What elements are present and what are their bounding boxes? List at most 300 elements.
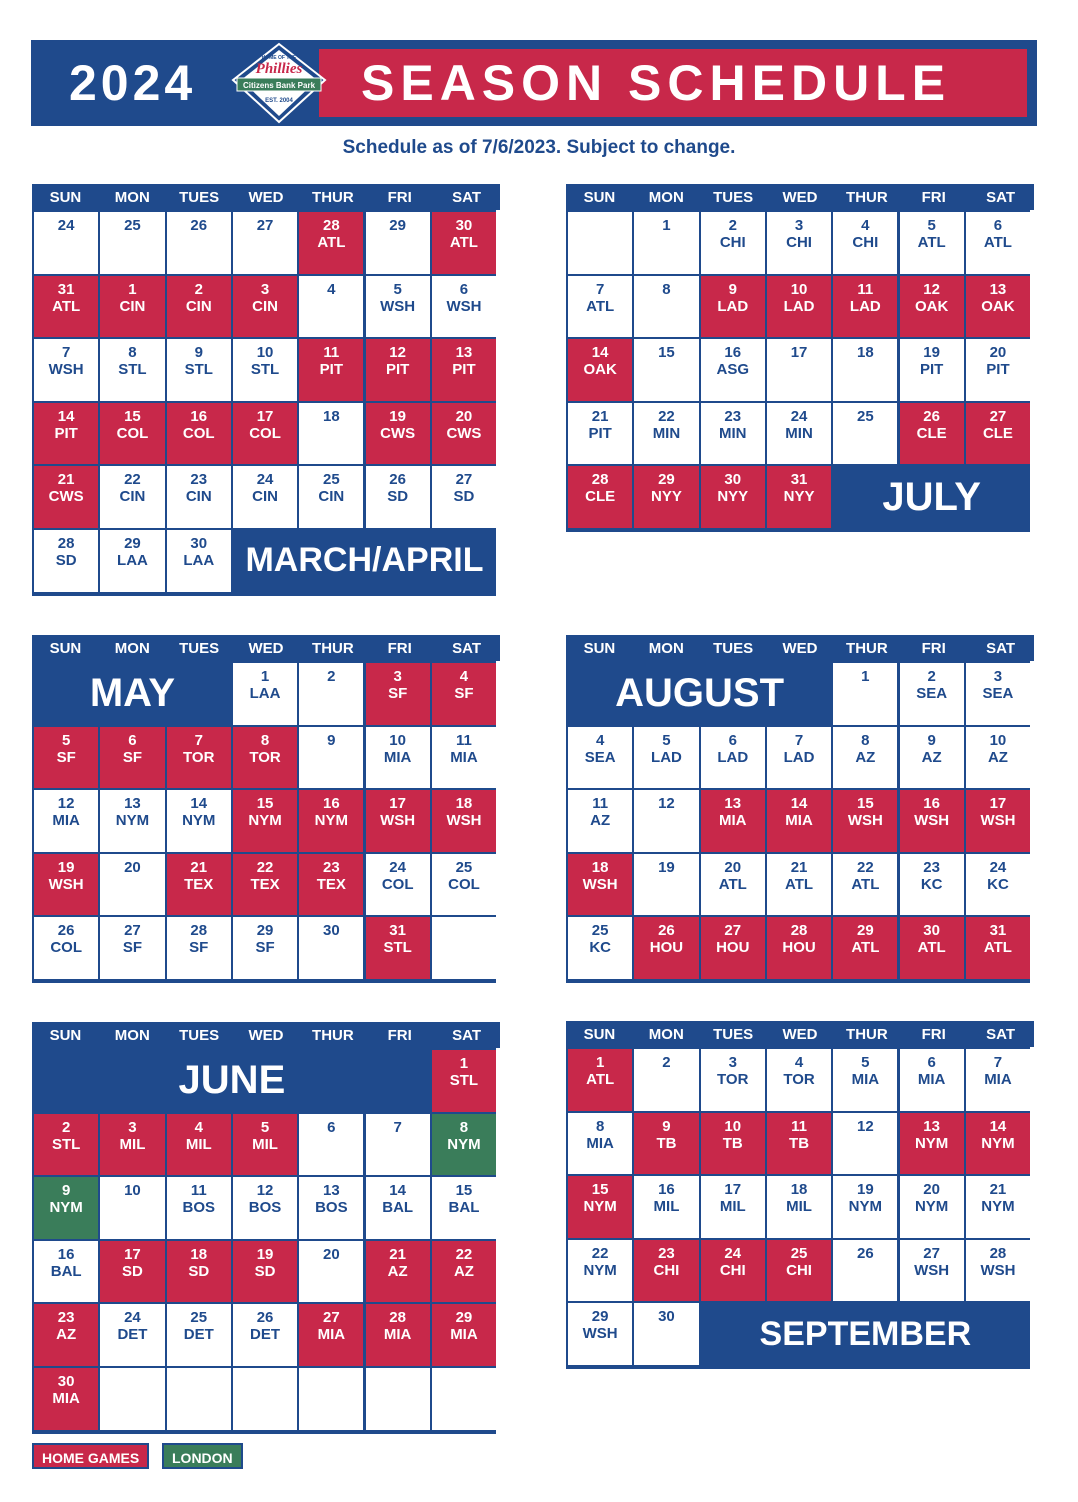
day-number: 12: [389, 344, 406, 362]
opponent: CLE: [585, 488, 616, 506]
day-cell: [900, 339, 964, 401]
opponent: CIN: [252, 297, 278, 315]
day-cell: [432, 1241, 496, 1303]
day-number: 23: [322, 858, 340, 876]
opponent: SD: [188, 1262, 210, 1280]
day-number: 25: [856, 407, 874, 425]
opponent: COL: [50, 939, 82, 957]
day-cell: [233, 727, 297, 789]
opponent: ATL: [917, 234, 946, 251]
opponent: ATL: [785, 875, 814, 893]
weekday-sat: SAT: [452, 640, 482, 657]
day-number: 2: [61, 1118, 71, 1136]
day-cell: [366, 917, 430, 979]
day-number: 9: [327, 731, 336, 749]
day-cell: [634, 1113, 698, 1175]
day-number: 14: [591, 344, 609, 362]
day-cell: [167, 530, 231, 592]
day-number: 28: [322, 217, 340, 234]
day-number: 28: [989, 1244, 1007, 1262]
day-number: 21: [57, 471, 75, 489]
day-number: 27: [124, 922, 141, 940]
opponent: NYM: [314, 812, 348, 830]
opponent: MIL: [719, 1198, 746, 1216]
schedule-subtitle: Schedule as of 7/6/2023. Subject to change.: [342, 137, 736, 158]
day-number: 20: [124, 858, 141, 876]
opponent: BAL: [382, 1199, 414, 1217]
opponent: SEA: [982, 685, 1014, 702]
opponent: STL: [118, 361, 147, 379]
opponent: LAD: [651, 748, 682, 766]
day-number: 17: [989, 795, 1007, 813]
opponent: MIL: [786, 1198, 812, 1216]
day-cell: [701, 854, 765, 916]
opponent: CHI: [719, 1261, 746, 1279]
opponent: LAD: [783, 297, 815, 315]
day-cell: [233, 466, 297, 528]
day-cell: [432, 917, 496, 979]
day-number: 9: [194, 344, 203, 362]
opponent: TEX: [250, 875, 280, 893]
day-cell: [568, 466, 632, 528]
day-cell: [299, 466, 363, 528]
opponent: TOR: [249, 748, 281, 766]
day-number: 12: [57, 795, 75, 813]
day-cell: [568, 1113, 632, 1175]
opponent: BAL: [50, 1262, 82, 1280]
day-cell: [900, 790, 964, 852]
day-number: 4: [194, 1118, 203, 1136]
opponent: CLE: [982, 424, 1013, 442]
month-label: SEPTEMBER: [759, 1314, 972, 1353]
phillies-logo: [229, 42, 329, 124]
day-number: 29: [256, 922, 274, 940]
opponent: OAK: [914, 297, 949, 315]
day-number: 9: [927, 731, 936, 749]
day-number: 19: [256, 1245, 274, 1263]
day-number: 3: [728, 1054, 737, 1071]
day-number: 15: [256, 795, 274, 813]
day-cell: [966, 917, 1030, 979]
day-number: 4: [861, 217, 870, 234]
opponent: WSH: [380, 297, 416, 315]
opponent: HOU: [782, 939, 816, 957]
opponent: MIA: [450, 1326, 478, 1344]
day-number: 3: [993, 668, 1003, 685]
opponent: HOU: [649, 939, 684, 957]
day-number: 18: [322, 407, 340, 425]
weekday-thur: THUR: [846, 640, 888, 657]
day-cell: [701, 790, 765, 852]
day-cell: [34, 1177, 98, 1239]
day-cell: [299, 1177, 363, 1239]
day-cell: [432, 663, 496, 725]
day-number: 8: [459, 1118, 469, 1136]
opponent: BAL: [448, 1199, 480, 1217]
day-cell: [299, 790, 363, 852]
opponent: MIN: [785, 424, 813, 442]
day-number: 1: [662, 217, 671, 234]
day-number: 11: [190, 1182, 207, 1200]
day-cell: [767, 403, 831, 465]
day-number: 29: [389, 217, 406, 234]
opponent: CHI: [786, 1261, 812, 1279]
day-number: 28: [591, 471, 609, 489]
opponent: ATL: [718, 875, 747, 893]
day-cell: [366, 1241, 430, 1303]
day-cell: [833, 917, 897, 979]
opponent: MIN: [718, 424, 747, 442]
day-cell: [767, 1176, 831, 1238]
day-number: 30: [724, 471, 742, 489]
day-cell: [634, 466, 698, 528]
day-number: 18: [190, 1245, 208, 1263]
opponent: AZ: [56, 1326, 77, 1344]
day-cell: [34, 854, 98, 916]
day-number: 26: [190, 217, 208, 234]
day-number: 19: [57, 858, 75, 876]
day-cell: [701, 917, 765, 979]
opponent: CIN: [318, 488, 345, 506]
day-number: 28: [790, 922, 808, 940]
opponent: NYY: [783, 488, 815, 506]
month-grid: [566, 1047, 1030, 1369]
day-cell: [366, 339, 430, 401]
opponent: NYM: [583, 1261, 617, 1279]
day-cell: [966, 339, 1030, 401]
weekday-sun: SUN: [49, 1027, 82, 1044]
opponent: WSH: [980, 812, 1016, 830]
day-number: 15: [124, 407, 141, 425]
month-grid: [32, 210, 496, 596]
day-number: 8: [595, 1117, 605, 1135]
day-cell: [833, 276, 897, 338]
day-number: 28: [57, 535, 75, 552]
opponent: MIA: [450, 748, 478, 766]
day-cell: [900, 663, 964, 725]
day-number: 25: [190, 1309, 208, 1327]
day-cell: [701, 727, 765, 789]
opponent: CIN: [252, 488, 278, 506]
day-number: 2: [728, 217, 737, 234]
day-number: 19: [923, 344, 940, 362]
day-cell: [366, 790, 430, 852]
day-number: 29: [856, 922, 874, 940]
calendar-march-april: [32, 184, 500, 596]
day-cell: [233, 1114, 297, 1176]
weekday-sun: SUN: [49, 640, 82, 657]
day-cell: [767, 727, 831, 789]
opponent: ASG: [716, 361, 749, 379]
day-number: 30: [923, 922, 940, 940]
month-label: AUGUST: [615, 671, 785, 716]
opponent: MIA: [52, 1390, 80, 1407]
opponent: SD: [387, 488, 409, 506]
opponent: AZ: [453, 1262, 474, 1280]
day-number: 12: [658, 795, 675, 813]
opponent: WSH: [914, 1261, 950, 1279]
day-number: 10: [790, 280, 808, 298]
day-number: 20: [989, 344, 1007, 362]
day-number: 8: [662, 280, 671, 298]
day-number: 9: [728, 280, 737, 298]
opponent: ATL: [52, 297, 81, 315]
day-cell: [767, 276, 831, 338]
day-cell: [767, 854, 831, 916]
opponent: WSH: [380, 812, 416, 830]
day-number: 3: [128, 1118, 137, 1136]
opponent: BOS: [248, 1199, 282, 1217]
day-number: 28: [190, 922, 208, 940]
day-number: 14: [57, 407, 75, 425]
day-cell: [167, 854, 231, 916]
opponent: CHI: [719, 234, 746, 251]
opponent: WSH: [48, 875, 84, 893]
day-number: 4: [595, 731, 605, 749]
day-number: 5: [861, 1054, 870, 1071]
day-number: 7: [194, 731, 203, 749]
day-cell: [299, 339, 363, 401]
day-number: 15: [591, 1181, 609, 1199]
opponent: SF: [56, 748, 76, 766]
opponent: KC: [987, 875, 1009, 893]
day-cell: [233, 1177, 297, 1239]
opponent: AZ: [921, 748, 942, 766]
day-cell: [100, 466, 164, 528]
header-banner: [31, 40, 1037, 126]
weekday-fri: FRI: [387, 189, 412, 206]
opponent: WSH: [446, 812, 482, 830]
day-cell: [167, 403, 231, 465]
day-cell: [568, 1049, 632, 1111]
month-label: MAY: [89, 671, 176, 716]
day-number: 18: [856, 344, 874, 362]
day-number: 29: [124, 535, 141, 552]
day-cell: [34, 212, 98, 274]
svg-text:Citizens Bank Park: Citizens Bank Park: [242, 81, 316, 90]
opponent: KC: [589, 939, 611, 957]
day-cell: [833, 663, 897, 725]
day-number: 7: [993, 1054, 1003, 1071]
month-label: JUNE: [178, 1058, 286, 1103]
day-cell: [701, 276, 765, 338]
day-number: 25: [591, 922, 609, 940]
day-cell: [167, 1368, 231, 1430]
day-cell: [432, 1177, 496, 1239]
day-number: 9: [61, 1182, 71, 1200]
day-number: 11: [857, 280, 874, 298]
day-cell: [833, 1176, 897, 1238]
opponent: MIA: [718, 812, 747, 830]
day-number: 24: [989, 858, 1007, 876]
opponent: MIA: [984, 1071, 1012, 1088]
day-cell: [366, 1114, 430, 1176]
day-cell: [432, 1304, 496, 1366]
day-cell: [701, 1049, 765, 1111]
opponent: ATL: [983, 234, 1012, 251]
day-number: 4: [459, 668, 469, 685]
day-number: 24: [790, 407, 808, 425]
weekday-fri: FRI: [921, 189, 946, 206]
day-number: 30: [455, 217, 473, 234]
opponent: MIA: [586, 1134, 614, 1152]
day-cell: [299, 212, 363, 274]
day-cell: [366, 1304, 430, 1366]
opponent: TB: [722, 1134, 743, 1152]
month-grid: [566, 210, 1030, 532]
day-number: 27: [724, 922, 742, 940]
weekday-thur: THUR: [846, 189, 888, 206]
day-number: 27: [989, 407, 1007, 425]
day-cell: [634, 1240, 698, 1302]
day-cell: [299, 403, 363, 465]
day-number: 11: [791, 1117, 807, 1135]
weekday-fri: FRI: [921, 1026, 946, 1043]
day-number: 14: [389, 1182, 406, 1200]
day-cell: [100, 403, 164, 465]
opponent: ATL: [586, 1071, 615, 1088]
day-number: 30: [658, 1308, 675, 1326]
day-number: 16: [923, 795, 940, 813]
day-number: 18: [790, 1181, 808, 1199]
day-cell: [701, 339, 765, 401]
opponent: CIN: [185, 488, 212, 506]
day-number: 9: [662, 1117, 671, 1135]
day-cell: [568, 339, 632, 401]
weekday-mon: MON: [114, 1027, 150, 1044]
day-cell: [100, 790, 164, 852]
legend-home-games: HOME GAMES: [32, 1443, 149, 1469]
opponent: CIN: [119, 488, 146, 506]
opponent: COL: [249, 424, 281, 442]
opponent: NYM: [115, 812, 150, 830]
day-cell: [833, 854, 897, 916]
day-number: 20: [923, 1181, 940, 1199]
weekday-tues: TUES: [713, 1026, 754, 1043]
day-cell: [366, 1368, 430, 1430]
day-cell: [568, 917, 632, 979]
day-cell: [568, 1176, 632, 1238]
day-number: 10: [724, 1117, 742, 1135]
opponent: SF: [255, 939, 275, 957]
svg-text:EST. 2004: EST. 2004: [265, 98, 293, 104]
day-cell: [767, 790, 831, 852]
day-number: 29: [455, 1309, 473, 1327]
day-number: 16: [57, 1245, 75, 1263]
weekday-thur: THUR: [312, 640, 354, 657]
day-number: 6: [927, 1054, 936, 1071]
day-number: 10: [124, 1182, 141, 1200]
opponent: CWS: [380, 424, 416, 442]
day-number: 17: [389, 795, 406, 813]
day-cell: [100, 854, 164, 916]
day-number: 15: [455, 1182, 473, 1200]
weekday-sat: SAT: [986, 640, 1016, 657]
day-number: 23: [658, 1244, 675, 1262]
day-cell: [966, 212, 1030, 274]
day-cell: [900, 1240, 964, 1302]
day-cell: [100, 212, 164, 274]
day-number: 19: [856, 1181, 874, 1199]
opponent: PIT: [319, 361, 343, 379]
opponent: WSH: [582, 1325, 618, 1343]
day-cell: [167, 339, 231, 401]
month-grid: [32, 1048, 496, 1434]
day-number: 12: [923, 280, 940, 298]
day-number: 4: [327, 280, 336, 298]
day-number: 17: [124, 1245, 141, 1263]
day-number: 11: [323, 344, 340, 362]
opponent: SD: [122, 1262, 143, 1280]
day-cell: [34, 466, 98, 528]
weekday-mon: MON: [648, 1026, 684, 1043]
day-cell: [233, 1304, 297, 1366]
day-cell: [701, 403, 765, 465]
weekday-wed: WED: [782, 640, 818, 657]
opponent: TOR: [783, 1071, 815, 1088]
opponent: TB: [656, 1134, 677, 1152]
day-cell: [701, 466, 765, 528]
day-cell: [233, 1368, 297, 1430]
day-number: 23: [57, 1309, 75, 1327]
day-cell: [432, 1050, 496, 1112]
day-number: 7: [61, 344, 71, 362]
opponent: SF: [189, 939, 209, 957]
opponent: ATL: [586, 297, 615, 315]
opponent: NYM: [49, 1199, 83, 1217]
day-number: 2: [327, 668, 336, 685]
opponent: MIA: [917, 1071, 946, 1088]
day-number: 13: [124, 795, 141, 813]
weekday-sun: SUN: [583, 1026, 616, 1043]
day-number: 8: [128, 344, 137, 362]
day-number: 25: [322, 471, 340, 489]
day-number: 13: [455, 344, 473, 362]
day-cell: [432, 339, 496, 401]
day-cell: [767, 1240, 831, 1302]
day-number: 31: [790, 471, 808, 489]
weekday-thur: THUR: [846, 1026, 888, 1043]
day-cell: [900, 727, 964, 789]
opponent: PIT: [452, 361, 476, 379]
day-cell: [167, 1177, 231, 1239]
day-number: 26: [923, 407, 940, 425]
day-cell: [634, 727, 698, 789]
day-number: 17: [724, 1181, 742, 1199]
day-number: 6: [327, 1118, 336, 1136]
opponent: WSH: [847, 812, 883, 830]
day-number: 13: [724, 795, 742, 813]
day-number: 3: [794, 217, 804, 234]
weekday-wed: WED: [248, 640, 284, 657]
weekday-mon: MON: [114, 189, 150, 206]
day-cell: [900, 854, 964, 916]
day-number: 19: [389, 407, 406, 425]
day-number: 15: [856, 795, 874, 813]
opponent: NYM: [583, 1198, 617, 1216]
day-number: 7: [794, 731, 804, 749]
weekday-fri: FRI: [921, 640, 946, 657]
weekday-thur: THUR: [312, 189, 354, 206]
opponent: MIA: [851, 1071, 880, 1088]
opponent: SF: [388, 685, 408, 702]
day-cell: [966, 727, 1030, 789]
opponent: SD: [254, 1262, 276, 1280]
day-number: 22: [591, 1244, 609, 1262]
opponent: NYM: [182, 812, 216, 830]
day-number: 30: [322, 922, 340, 940]
opponent: MIA: [383, 748, 412, 766]
